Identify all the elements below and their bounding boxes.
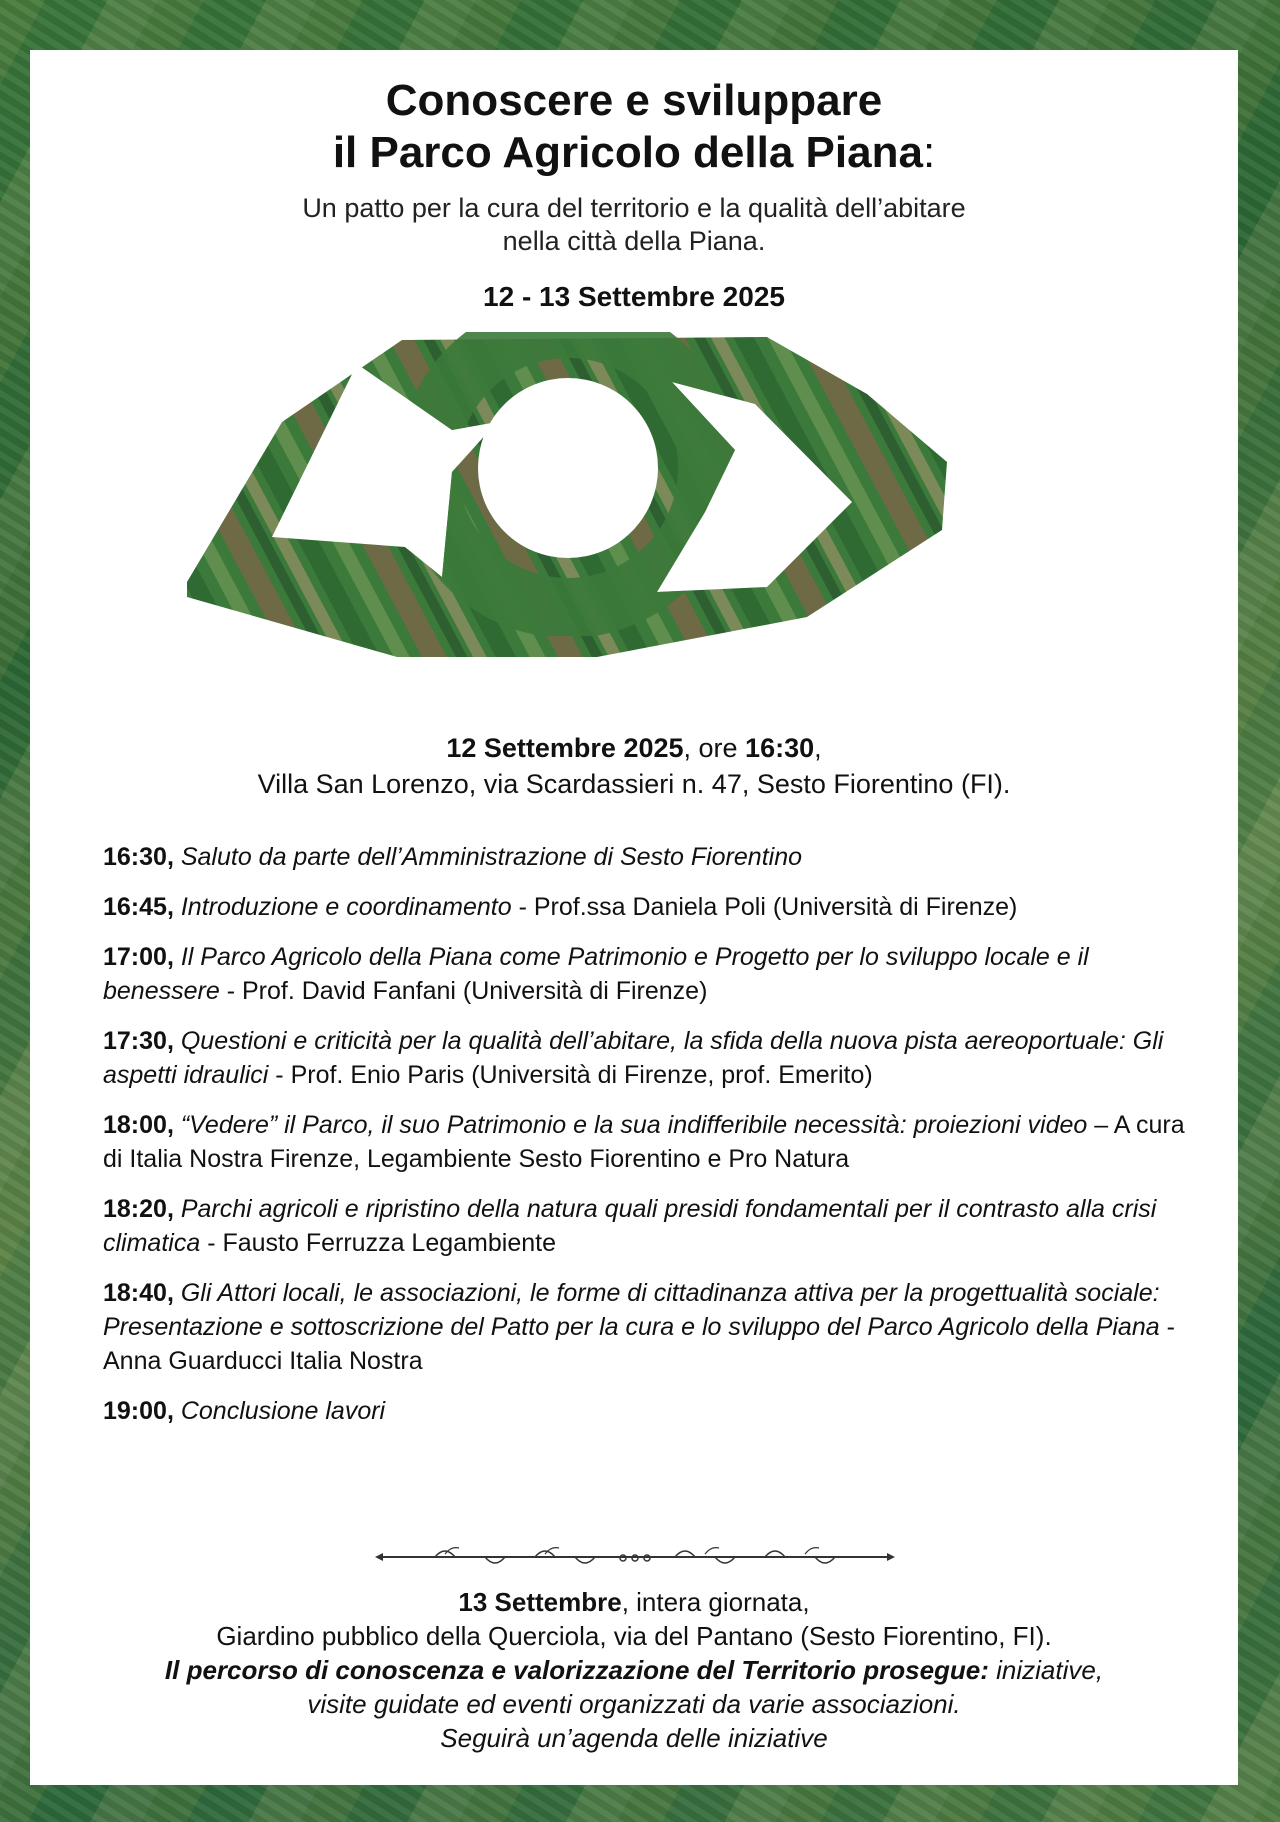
program-title: Conclusione lavori <box>180 1397 386 1425</box>
poster-panel <box>30 50 1238 1785</box>
day2-section <box>30 1585 1238 1755</box>
poster-subtitle <box>30 192 1238 258</box>
program-time: 18:00, <box>103 1111 174 1139</box>
day2-venue: Giardino pubblico della Querciola, via del Pantano (Sesto Fiorentino, FI). <box>216 1621 1052 1651</box>
title-colon: : <box>922 128 936 177</box>
day1-time: 16:30 <box>745 733 815 763</box>
program-speaker: - Prof.ssa Daniela Poli (Università di Firenze) <box>511 893 1018 921</box>
eye-logo-icon <box>187 332 1093 702</box>
program-time: 17:00, <box>103 943 174 971</box>
program-item <box>103 1108 1208 1176</box>
program-time: 17:30, <box>103 1027 174 1055</box>
program-speaker: - Fausto Ferruzza Legambiente <box>200 1229 556 1257</box>
day2-note-italic-1: iniziative, <box>988 1655 1104 1685</box>
day2-note-line-3: Seguirà un’agenda delle iniziative <box>440 1723 828 1753</box>
program-item <box>103 1394 1208 1428</box>
program-title: “Vedere” il Parco, il suo Patrimonio e la sua indifferibile necessità: proiezioni video <box>180 1111 1088 1139</box>
day2-tail: , intera giornata, <box>621 1587 810 1617</box>
program-time: 18:20, <box>103 1195 174 1223</box>
floral-divider-icon <box>375 1542 895 1572</box>
event-dates: 12 - 13 Settembre 2025 <box>483 281 785 312</box>
program-item <box>103 1024 1208 1092</box>
program-title: Questioni e criticità per la qualità dell’abitare, la sfida della nuova pista aereoportuale: Gli aspetti idraulici <box>103 1027 1164 1089</box>
day1-date: 12 Settembre 2025 <box>446 733 684 763</box>
program-title: Gli Attori locali, le associazioni, le forme di cittadinanza attiva per la progettualità sociale: <box>180 1279 1160 1307</box>
day2-note-line-2: visite guidate ed eventi organizzati da varie associazioni. <box>307 1689 961 1719</box>
program-item <box>103 940 1208 1008</box>
program-speaker: - Prof. David Fanfani (Università di Firenze) <box>219 977 708 1005</box>
program-item <box>103 890 1208 924</box>
program-title: Parchi agricoli e ripristino della natura quali presidi fondamentali per il contrasto alla crisi climatica <box>103 1195 1157 1257</box>
program-speaker: - Anna Guarducci Italia Nostra <box>103 1313 1175 1375</box>
day2-date: 13 Settembre <box>458 1587 622 1617</box>
program-title: Introduzione e coordinamento <box>180 893 512 921</box>
program-speaker: - Prof. Enio Paris (Università di Firenze, prof. Emerito) <box>268 1061 873 1089</box>
program-time: 18:40, <box>103 1279 174 1307</box>
day2-note-bold: Il percorso di conoscenza e valorizzazione del Territorio prosegue: <box>164 1655 989 1685</box>
program-item <box>103 1276 1208 1378</box>
program-list <box>103 840 1208 1444</box>
program-time: 16:30, <box>103 843 174 871</box>
title-line-2-text: il Parco Agricolo della Piana <box>332 128 923 177</box>
program-title: Il Parco Agricolo della Piana come Patrimonio e Progetto per lo sviluppo locale e il benessere <box>103 943 1089 1005</box>
program-item <box>103 1192 1208 1260</box>
subtitle-line-1: Un patto per la cura del territorio e la qualità dell’abitare <box>302 193 966 223</box>
day1-tail: , <box>814 733 822 763</box>
program-speaker: – A cura di Italia Nostra Firenze, Legambiente Sesto Fiorentino e Pro Natura <box>103 1111 1185 1173</box>
day1-date-line <box>30 730 1238 766</box>
day1-venue: Villa San Lorenzo, via Scardassieri n. 47, Sesto Fiorentino (FI). <box>257 769 1011 799</box>
title-line-2 <box>30 127 1238 179</box>
poster-title <box>30 75 1238 179</box>
day2-date-line <box>30 1585 1238 1619</box>
day1-header <box>30 730 1238 802</box>
program-time: 16:45, <box>103 893 174 921</box>
program-title: Saluto da parte dell’Amministrazione di Sesto Fiorentino <box>180 843 802 871</box>
program-title-2: Presentazione e sottoscrizione del Patto per la cura e lo sviluppo del Parco Agricolo della Piana <box>103 1313 1160 1341</box>
day1-sep: , ore <box>683 733 746 763</box>
subtitle-line-2: nella città della Piana. <box>502 226 766 256</box>
program-item <box>103 840 1208 874</box>
title-line-1: Conoscere e sviluppare <box>385 76 883 125</box>
day2-note-line-1 <box>30 1653 1238 1687</box>
program-time: 19:00, <box>103 1397 174 1425</box>
